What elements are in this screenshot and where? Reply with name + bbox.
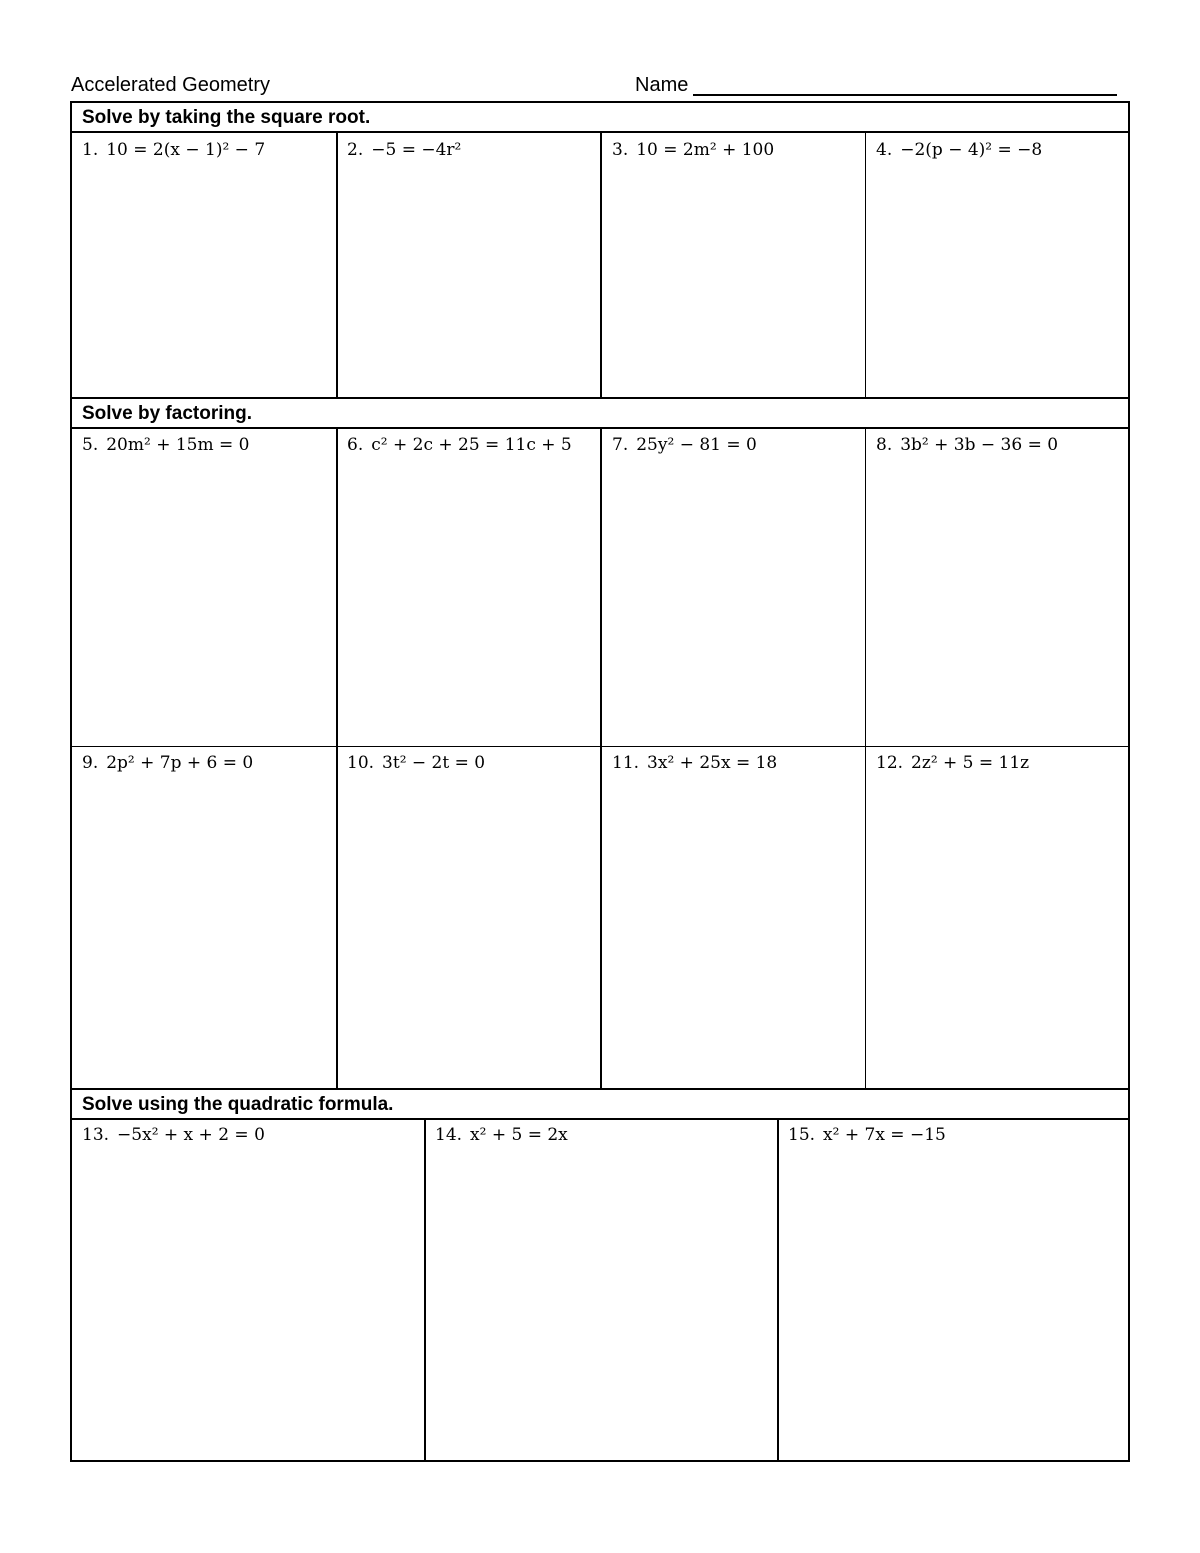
problem-number: 11.	[612, 753, 640, 773]
problem-14	[435, 1125, 568, 1145]
problem-equation: x² + 7x = −15	[823, 1125, 946, 1145]
name-label: Name	[635, 74, 689, 96]
problem-number: 6.	[347, 435, 364, 455]
problem-12	[876, 753, 1029, 773]
column-divider	[777, 1120, 779, 1462]
column-divider	[336, 429, 338, 1090]
section-quadratic-formula-title: Solve using the quadratic formula.	[72, 1090, 1128, 1120]
problem-equation: 2z² + 5 = 11z	[911, 753, 1030, 773]
column-divider	[600, 133, 602, 399]
column-divider	[865, 133, 866, 399]
problem-10	[347, 753, 485, 773]
problem-equation: c² + 2c + 25 = 11c + 5	[371, 435, 572, 455]
problem-equation: 3x² + 25x = 18	[647, 753, 778, 773]
problem-15	[788, 1125, 946, 1145]
problem-grid	[70, 101, 1130, 1462]
problem-number: 5.	[82, 435, 99, 455]
problem-number: 9.	[82, 753, 99, 773]
problem-7	[612, 435, 757, 455]
problem-number: 14.	[435, 1125, 463, 1145]
column-divider	[600, 429, 602, 1090]
column-divider	[865, 429, 866, 1090]
problem-2	[347, 140, 461, 160]
section-factoring-title: Solve by factoring.	[72, 399, 1128, 429]
problem-equation: 10 = 2m² + 100	[636, 140, 775, 160]
problem-equation: 3t² − 2t = 0	[382, 753, 486, 773]
problem-number: 15.	[788, 1125, 816, 1145]
problem-number: 7.	[612, 435, 629, 455]
problem-11	[612, 753, 777, 773]
problem-4	[876, 140, 1042, 160]
problem-number: 3.	[612, 140, 629, 160]
problem-equation: 2p² + 7p + 6 = 0	[106, 753, 254, 773]
problem-equation: −5 = −4r²	[371, 140, 462, 160]
problem-equation: −2(p − 4)² = −8	[900, 140, 1043, 160]
name-blank-line[interactable]	[693, 94, 1117, 96]
problem-8	[876, 435, 1058, 455]
column-divider	[424, 1120, 426, 1462]
section-square-root-title: Solve by taking the square root.	[72, 103, 1128, 133]
problem-9	[82, 753, 253, 773]
problem-equation: 10 = 2(x − 1)² − 7	[106, 140, 266, 160]
problem-number: 10.	[347, 753, 375, 773]
worksheet-header	[71, 74, 1117, 98]
problem-number: 4.	[876, 140, 893, 160]
problem-equation: 20m² + 15m = 0	[106, 435, 250, 455]
course-title: Accelerated Geometry	[71, 74, 270, 96]
problem-1	[82, 140, 265, 160]
problem-equation: 3b² + 3b − 36 = 0	[900, 435, 1059, 455]
name-field[interactable]	[635, 74, 1117, 98]
problem-number: 8.	[876, 435, 893, 455]
problem-equation: 25y² − 81 = 0	[636, 435, 757, 455]
problem-6	[347, 435, 572, 455]
column-divider	[336, 133, 338, 399]
problem-5	[82, 435, 249, 455]
problem-3	[612, 140, 774, 160]
problem-number: 1.	[82, 140, 99, 160]
problem-equation: −5x² + x + 2 = 0	[117, 1125, 265, 1145]
problem-number: 2.	[347, 140, 364, 160]
problem-13	[82, 1125, 265, 1145]
problem-number: 13.	[82, 1125, 110, 1145]
problem-equation: x² + 5 = 2x	[470, 1125, 568, 1145]
problem-number: 12.	[876, 753, 904, 773]
